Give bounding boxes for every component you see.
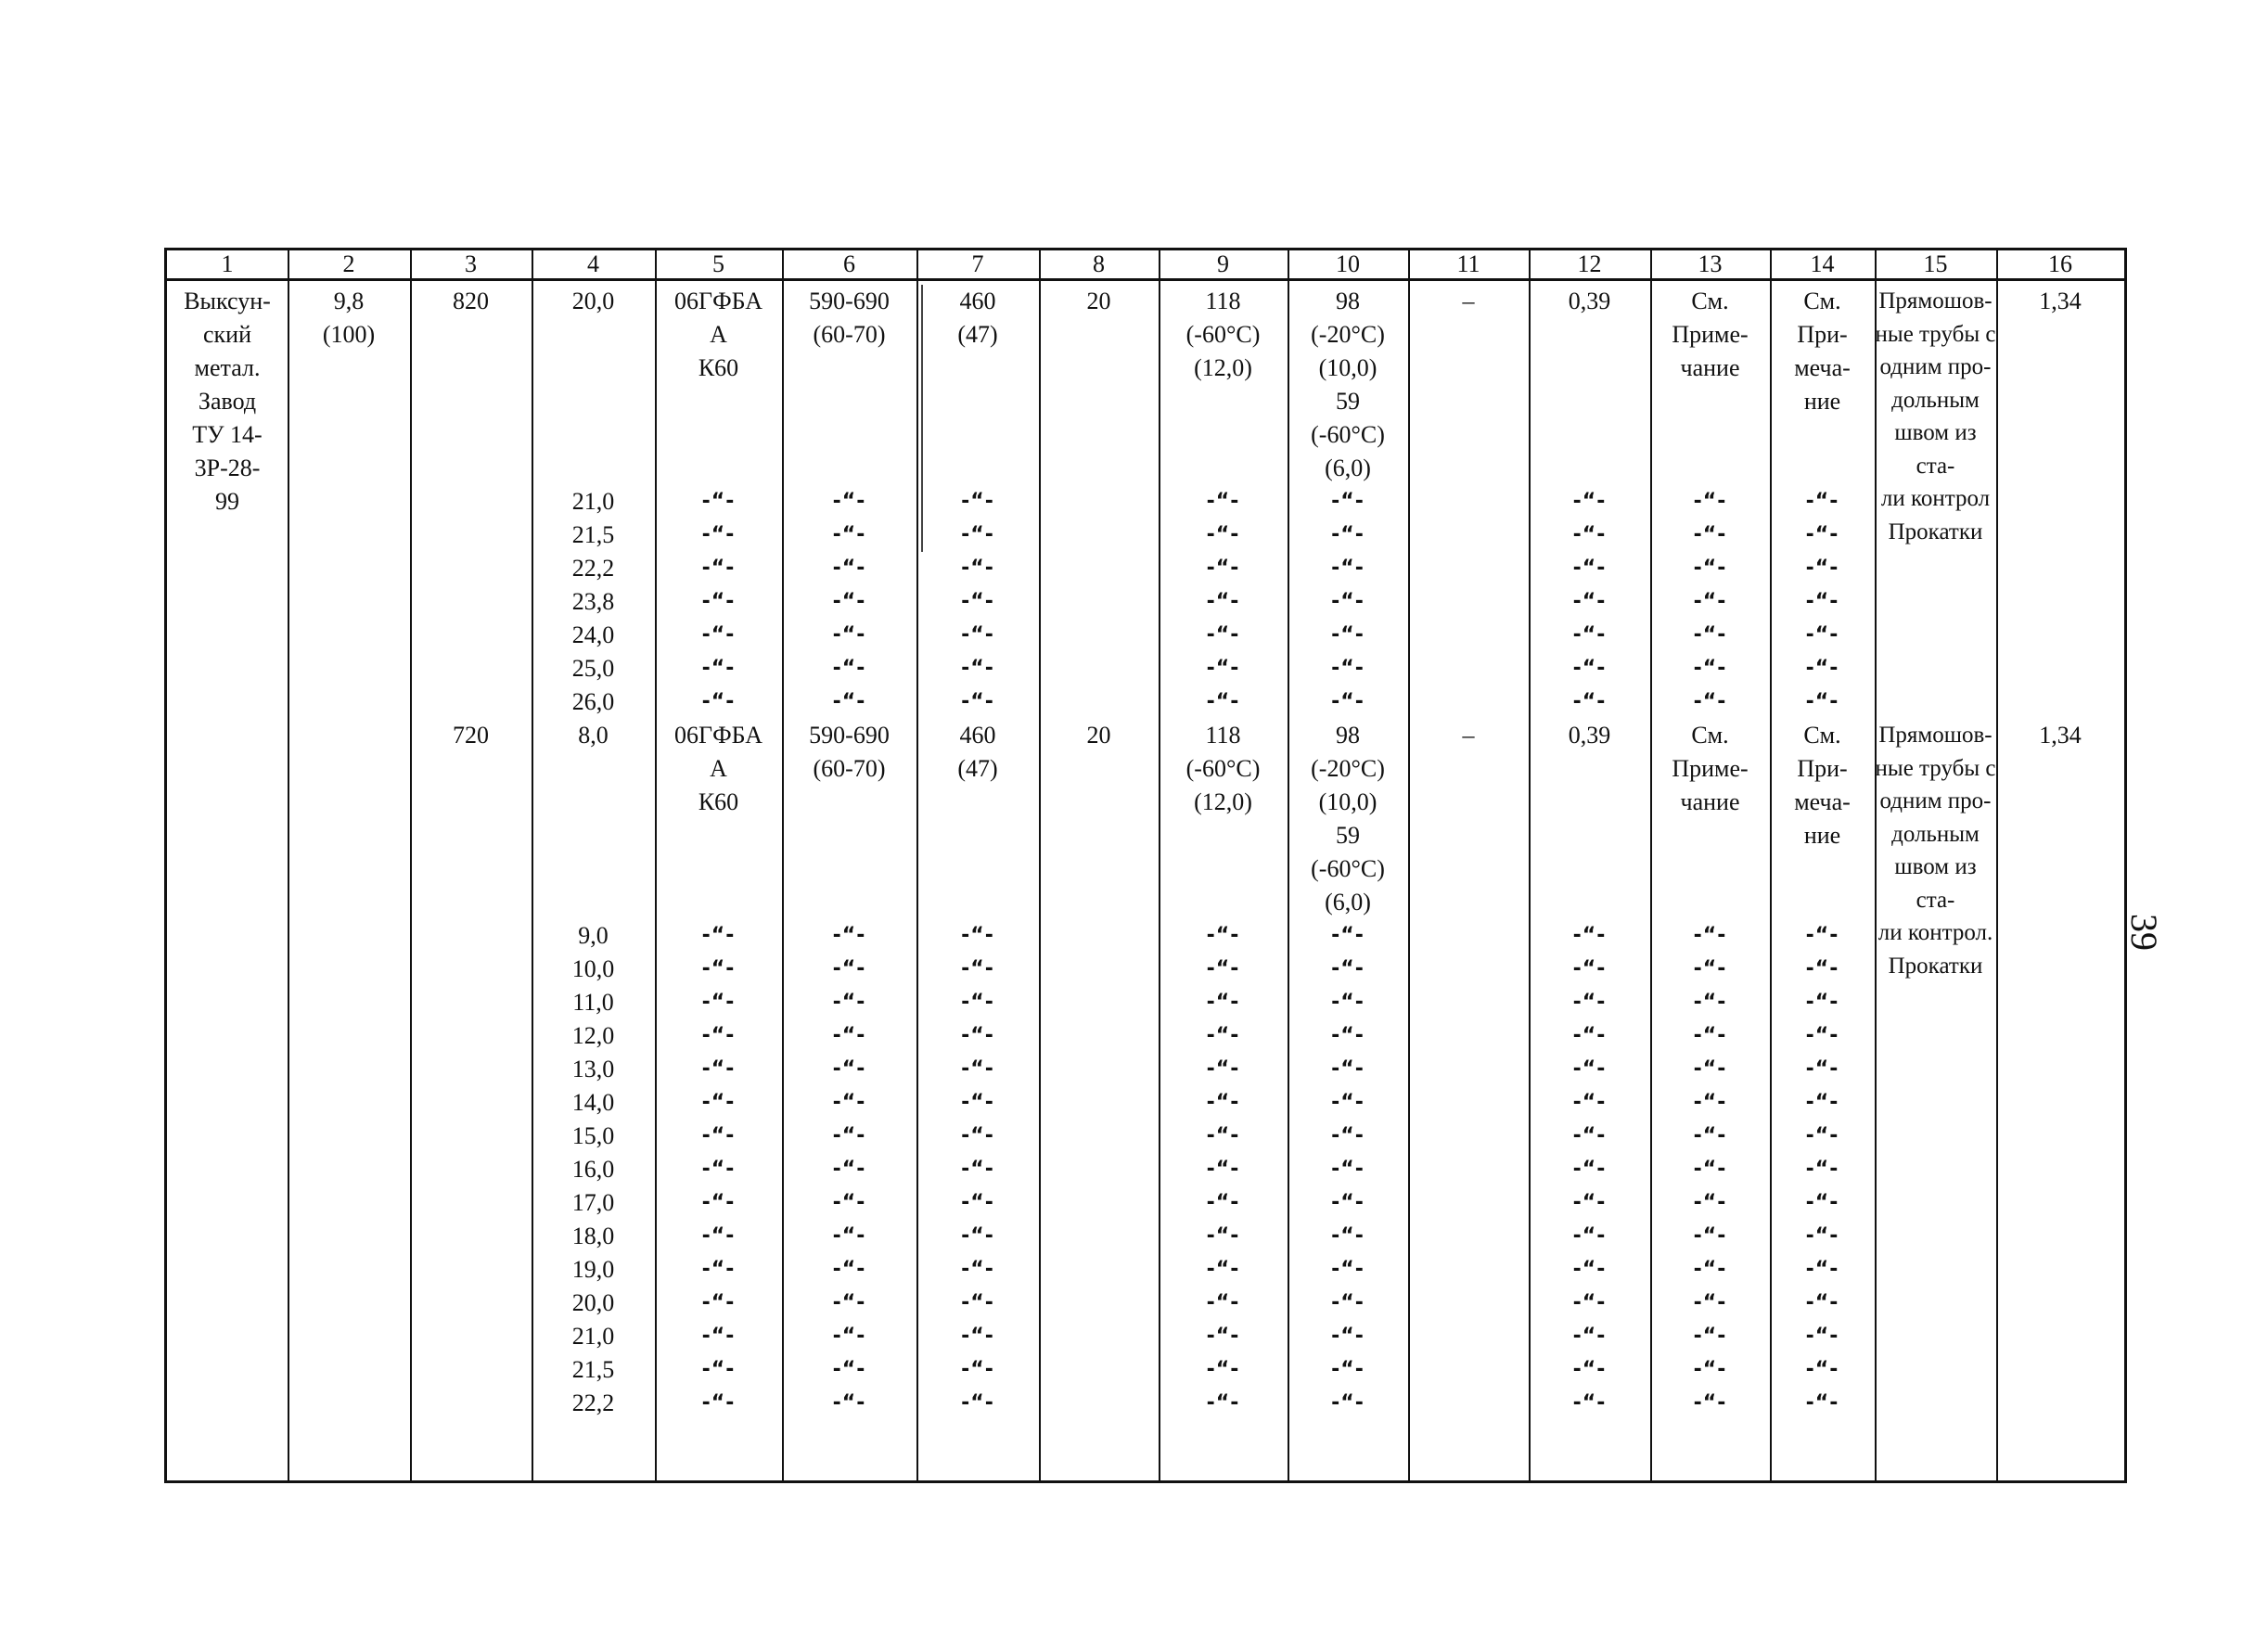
ditto-mark-cell: -“- (701, 590, 736, 613)
ditto-mark-cell: -“- (832, 1325, 866, 1348)
ditto-mark-cell: -“- (701, 1291, 736, 1314)
ditto-mark-cell: -“- (1572, 1158, 1607, 1181)
ditto-mark-cell: -“- (1805, 1124, 1839, 1147)
ditto-mark-cell: -“- (961, 1291, 994, 1314)
wall-thickness-cell: 13,0 (571, 1056, 615, 1082)
ditto-mark-cell: -“- (1805, 1391, 1839, 1415)
ditto-mark-cell: -“- (1206, 991, 1240, 1014)
ditto-mark-cell: -“- (961, 1158, 994, 1181)
column-header-12: 12 (1577, 250, 1602, 277)
column-13-note-cell: См. Приме- чание (1672, 288, 1749, 381)
ditto-mark-cell: -“- (832, 1024, 866, 1047)
column-header-2: 2 (342, 250, 355, 277)
ditto-mark-cell: -“- (1331, 1191, 1365, 1214)
column-header-1: 1 (221, 250, 234, 277)
ditto-mark-cell: -“- (961, 924, 994, 947)
ditto-mark-cell: -“- (701, 1258, 736, 1281)
ditto-mark-cell: -“- (1693, 1358, 1727, 1381)
ditto-mark-cell: -“- (832, 623, 866, 647)
ditto-mark-cell: -“- (832, 1358, 866, 1381)
ditto-mark-cell: -“- (961, 1057, 994, 1081)
ditto-mark-cell: -“- (1693, 623, 1727, 647)
column-header-3: 3 (465, 250, 477, 277)
ditto-mark-cell: -“- (832, 1057, 866, 1081)
column-12-cell: 0,39 (1568, 722, 1611, 749)
description-cell: Прямошов- ные трубы с одним про- дольным швом из ста- ли контрол Прокатки (1875, 288, 1996, 544)
ditto-mark-cell: -“- (1206, 490, 1240, 513)
column-header-5: 5 (712, 250, 724, 277)
ditto-mark-cell: -“- (1206, 1057, 1240, 1081)
ditto-mark-cell: -“- (1572, 1091, 1607, 1114)
ditto-mark-cell: -“- (1693, 924, 1727, 947)
wall-thickness-cell: 12,0 (571, 1022, 615, 1049)
ditto-mark-cell: -“- (1206, 1024, 1240, 1047)
ditto-mark-cell: -“- (1572, 1024, 1607, 1047)
ditto-mark-cell: -“- (1331, 1224, 1365, 1248)
ditto-mark-cell: -“- (1572, 590, 1607, 613)
ditto-mark-cell: -“- (1331, 1057, 1365, 1081)
ditto-mark-cell: -“- (832, 1158, 866, 1181)
elongation-cell: 20 (1086, 722, 1111, 749)
ditto-mark-cell: -“- (961, 1024, 994, 1047)
ditto-mark-cell: -“- (1206, 957, 1240, 980)
ditto-mark-cell: -“- (832, 523, 866, 546)
column-16-cell: 1,34 (2039, 288, 2082, 314)
ditto-mark-cell: -“- (1805, 557, 1839, 580)
ditto-mark-cell: -“- (961, 1091, 994, 1114)
ditto-mark-cell: -“- (701, 991, 736, 1014)
ditto-mark-cell: -“- (1331, 590, 1365, 613)
column-header-6: 6 (843, 250, 855, 277)
ditto-mark-cell: -“- (961, 557, 994, 580)
ditto-mark-cell: -“- (1572, 690, 1607, 713)
ditto-mark-cell: -“- (1572, 557, 1607, 580)
ditto-mark-cell: -“- (1206, 523, 1240, 546)
column-11-cell: – (1462, 722, 1475, 749)
ditto-mark-cell: -“- (961, 690, 994, 713)
ditto-mark-cell: -“- (1572, 490, 1607, 513)
ditto-mark-cell: -“- (832, 590, 866, 613)
ditto-mark-cell: -“- (1693, 557, 1727, 580)
ditto-mark-cell: -“- (701, 1358, 736, 1381)
ditto-mark-cell: -“- (1693, 1291, 1727, 1314)
ditto-mark-cell: -“- (1331, 1091, 1365, 1114)
ditto-mark-cell: -“- (701, 957, 736, 980)
ditto-mark-cell: -“- (1206, 1291, 1240, 1314)
column-header-4: 4 (587, 250, 599, 277)
ditto-mark-cell: -“- (701, 657, 736, 680)
ditto-mark-cell: -“- (1693, 523, 1727, 546)
wall-thickness-cell: 20,0 (571, 1289, 615, 1316)
ditto-mark-cell: -“- (1805, 1325, 1839, 1348)
plant-name-cell: Выксун- ский метал. Завод ТУ 14- 3Р-28- 99 (184, 288, 271, 515)
column-header-9: 9 (1217, 250, 1229, 277)
ditto-mark-cell: -“- (1331, 1024, 1365, 1047)
ditto-mark-cell: -“- (701, 1091, 736, 1114)
ditto-mark-cell: -“- (961, 1191, 994, 1214)
column-header-10: 10 (1336, 250, 1360, 277)
wall-thickness-cell: 25,0 (571, 655, 615, 682)
ditto-mark-cell: -“- (961, 523, 994, 546)
wall-thickness-cell: 20,0 (571, 288, 615, 314)
ditto-mark-cell: -“- (1331, 1325, 1365, 1348)
ditto-mark-cell: -“- (1693, 1158, 1727, 1181)
ditto-mark-cell: -“- (1693, 1124, 1727, 1147)
ditto-mark-cell: -“- (1805, 523, 1839, 546)
ditto-mark-cell: -“- (1805, 1024, 1839, 1047)
ditto-mark-cell: -“- (1331, 991, 1365, 1014)
ditto-mark-cell: -“- (1805, 1057, 1839, 1081)
ditto-mark-cell: -“- (701, 523, 736, 546)
wall-thickness-cell: 15,0 (571, 1122, 615, 1149)
ditto-mark-cell: -“- (832, 690, 866, 713)
ditto-mark-cell: -“- (1693, 1191, 1727, 1214)
wall-thickness-cell: 21,0 (571, 1323, 615, 1350)
ditto-mark-cell: -“- (1206, 1358, 1240, 1381)
yield-strength-cell: 460 (47) (957, 288, 998, 348)
description-cell: Прямошов- ные трубы с одним про- дольным швом из ста- ли контрол. Прокатки (1875, 723, 1996, 979)
ditto-mark-cell: -“- (1572, 1358, 1607, 1381)
ditto-mark-cell: -“- (1805, 1258, 1839, 1281)
wall-thickness-cell: 8,0 (578, 722, 609, 749)
ditto-mark-cell: -“- (1572, 1124, 1607, 1147)
ditto-mark-cell: -“- (961, 590, 994, 613)
ditto-mark-cell: -“- (961, 991, 994, 1014)
ditto-mark-cell: -“- (1805, 1224, 1839, 1248)
impact-pipe-cell: 118 (-60°C) (12,0) (1185, 722, 1261, 815)
ditto-mark-cell: -“- (1805, 690, 1839, 713)
ditto-mark-cell: -“- (701, 1224, 736, 1248)
ditto-mark-cell: -“- (832, 490, 866, 513)
ditto-mark-cell: -“- (1572, 1325, 1607, 1348)
ditto-mark-cell: -“- (961, 1325, 994, 1348)
ditto-mark-cell: -“- (1805, 991, 1839, 1014)
ditto-mark-cell: -“- (961, 957, 994, 980)
column-divider (288, 248, 289, 1480)
ditto-mark-cell: -“- (1331, 690, 1365, 713)
ditto-mark-cell: -“- (1693, 957, 1727, 980)
ditto-mark-cell: -“- (1206, 557, 1240, 580)
ditto-mark-cell: -“- (1572, 1291, 1607, 1314)
ditto-mark-cell: -“- (1206, 590, 1240, 613)
ditto-mark-cell: -“- (701, 1158, 736, 1181)
steel-grade-cell: 06ГФБА А К60 (674, 288, 762, 381)
table-header-row (167, 248, 2124, 281)
impact-pipe-cell: 118 (-60°C) (12,0) (1185, 288, 1261, 381)
ditto-mark-cell: -“- (701, 490, 736, 513)
column-header-8: 8 (1093, 250, 1105, 277)
column-11-cell: – (1462, 288, 1475, 314)
column-header-11: 11 (1456, 250, 1480, 277)
column-header-14: 14 (1810, 250, 1835, 277)
ditto-mark-cell: -“- (1206, 1224, 1240, 1248)
wall-thickness-cell: 16,0 (571, 1156, 615, 1183)
wall-thickness-cell: 23,8 (571, 588, 615, 615)
wall-thickness-cell: 17,0 (571, 1189, 615, 1216)
ditto-mark-cell: -“- (961, 623, 994, 647)
elongation-cell: 20 (1086, 288, 1111, 314)
ditto-mark-cell: -“- (1331, 957, 1365, 980)
wall-thickness-cell: 18,0 (571, 1223, 615, 1249)
ditto-mark-cell: -“- (1693, 1258, 1727, 1281)
ditto-mark-cell: -“- (1206, 1391, 1240, 1415)
steel-grade-cell: 06ГФБА А К60 (674, 722, 762, 815)
ditto-mark-cell: -“- (1331, 657, 1365, 680)
ditto-mark-cell: -“- (1805, 657, 1839, 680)
ditto-mark-cell: -“- (961, 1258, 994, 1281)
ditto-mark-cell: -“- (1331, 523, 1365, 546)
wall-thickness-cell: 14,0 (571, 1089, 615, 1116)
spec-table (164, 248, 2127, 1483)
ditto-mark-cell: -“- (701, 557, 736, 580)
ditto-mark-cell: -“- (701, 1024, 736, 1047)
ditto-mark-cell: -“- (1805, 924, 1839, 947)
ditto-mark-cell: -“- (701, 1057, 736, 1081)
wall-thickness-cell: 24,0 (571, 621, 615, 648)
ditto-mark-cell: -“- (1572, 1191, 1607, 1214)
column-divider (410, 248, 412, 1480)
column-12-cell: 0,39 (1568, 288, 1611, 314)
ditto-mark-cell: -“- (1206, 924, 1240, 947)
wall-thickness-cell: 21,5 (571, 521, 615, 548)
ditto-mark-cell: -“- (1805, 1358, 1839, 1381)
column-header-7: 7 (971, 250, 984, 277)
ditto-mark-cell: -“- (832, 1191, 866, 1214)
ditto-mark-cell: -“- (1693, 1057, 1727, 1081)
column-header-16: 16 (2048, 250, 2072, 277)
wall-thickness-cell: 11,0 (572, 989, 614, 1016)
ditto-mark-cell: -“- (1693, 1091, 1727, 1114)
page-number: 39 (2123, 914, 2165, 951)
ditto-mark-cell: -“- (1693, 1224, 1727, 1248)
ditto-mark-cell: -“- (832, 1224, 866, 1248)
ditto-mark-cell: -“- (701, 924, 736, 947)
ditto-mark-cell: -“- (1206, 690, 1240, 713)
ditto-mark-cell: -“- (1805, 490, 1839, 513)
ditto-mark-cell: -“- (1805, 590, 1839, 613)
ditto-mark-cell: -“- (1206, 1325, 1240, 1348)
ditto-mark-cell: -“- (1693, 657, 1727, 680)
scan-line-fragment (921, 285, 923, 552)
column-header-15: 15 (1923, 250, 1948, 277)
impact-weld-cell: 98 (-20°C) (10,0) 59 (-60°C) (6,0) (1311, 722, 1385, 916)
column-header-13: 13 (1698, 250, 1723, 277)
wall-thickness-cell: 22,2 (571, 1389, 615, 1416)
ditto-mark-cell: -“- (1331, 924, 1365, 947)
column-divider (1996, 248, 1998, 1480)
ditto-mark-cell: -“- (1693, 690, 1727, 713)
ditto-mark-cell: -“- (832, 1091, 866, 1114)
wall-thickness-cell: 21,0 (571, 488, 615, 515)
ditto-mark-cell: -“- (701, 1325, 736, 1348)
ditto-mark-cell: -“- (1331, 490, 1365, 513)
ditto-mark-cell: -“- (832, 1391, 866, 1415)
tensile-strength-cell: 590-690 (60-70) (809, 288, 890, 348)
ditto-mark-cell: -“- (832, 557, 866, 580)
ditto-mark-cell: -“- (961, 657, 994, 680)
ditto-mark-cell: -“- (1206, 1258, 1240, 1281)
ditto-mark-cell: -“- (961, 1124, 994, 1147)
ditto-mark-cell: -“- (1693, 1391, 1727, 1415)
ditto-mark-cell: -“- (1693, 1024, 1727, 1047)
ditto-mark-cell: -“- (1572, 523, 1607, 546)
ditto-mark-cell: -“- (1693, 1325, 1727, 1348)
ditto-mark-cell: -“- (701, 1391, 736, 1415)
ditto-mark-cell: -“- (1572, 957, 1607, 980)
ditto-mark-cell: -“- (1331, 1158, 1365, 1181)
ditto-mark-cell: -“- (1206, 1124, 1240, 1147)
ditto-mark-cell: -“- (832, 957, 866, 980)
ditto-mark-cell: -“- (1331, 1258, 1365, 1281)
ditto-mark-cell: -“- (701, 690, 736, 713)
ditto-mark-cell: -“- (701, 623, 736, 647)
ditto-mark-cell: -“- (832, 924, 866, 947)
ditto-mark-cell: -“- (1206, 1158, 1240, 1181)
wall-thickness-cell: 22,2 (571, 555, 615, 582)
ditto-mark-cell: -“- (701, 1191, 736, 1214)
ditto-mark-cell: -“- (1572, 1258, 1607, 1281)
ditto-mark-cell: -“- (1331, 1124, 1365, 1147)
ditto-mark-cell: -“- (1805, 623, 1839, 647)
working-pressure-cell: 9,8 (100) (322, 288, 376, 348)
ditto-mark-cell: -“- (1572, 1391, 1607, 1415)
column-13-note-cell: См. Приме- чание (1672, 722, 1749, 815)
ditto-mark-cell: -“- (832, 1124, 866, 1147)
ditto-mark-cell: -“- (1331, 1391, 1365, 1415)
impact-weld-cell: 98 (-20°C) (10,0) 59 (-60°C) (6,0) (1311, 288, 1385, 481)
ditto-mark-cell: -“- (1206, 657, 1240, 680)
ditto-mark-cell: -“- (1572, 991, 1607, 1014)
ditto-mark-cell: -“- (1572, 623, 1607, 647)
ditto-mark-cell: -“- (1206, 1191, 1240, 1214)
column-divider (1408, 248, 1410, 1480)
ditto-mark-cell: -“- (1805, 1291, 1839, 1314)
ditto-mark-cell: -“- (1331, 623, 1365, 647)
yield-strength-cell: 460 (47) (957, 722, 998, 782)
ditto-mark-cell: -“- (961, 1391, 994, 1415)
ditto-mark-cell: -“- (1805, 1091, 1839, 1114)
column-14-note-cell: См. При- меча- ние (1794, 722, 1851, 849)
ditto-mark-cell: -“- (961, 490, 994, 513)
ditto-mark-cell: -“- (832, 1258, 866, 1281)
column-divider (1039, 248, 1041, 1480)
wall-thickness-cell: 21,5 (571, 1356, 615, 1383)
ditto-mark-cell: -“- (1805, 957, 1839, 980)
column-14-note-cell: См. При- меча- ние (1794, 288, 1851, 415)
wall-thickness-cell: 10,0 (571, 955, 615, 982)
tensile-strength-cell: 590-690 (60-70) (809, 722, 890, 782)
ditto-mark-cell: -“- (1693, 590, 1727, 613)
ditto-mark-cell: -“- (961, 1358, 994, 1381)
ditto-mark-cell: -“- (832, 991, 866, 1014)
ditto-mark-cell: -“- (1805, 1158, 1839, 1181)
ditto-mark-cell: -“- (1572, 657, 1607, 680)
ditto-mark-cell: -“- (1331, 1358, 1365, 1381)
column-16-cell: 1,34 (2039, 722, 2082, 749)
ditto-mark-cell: -“- (1572, 1057, 1607, 1081)
wall-thickness-cell: 9,0 (578, 922, 609, 949)
ditto-mark-cell: -“- (1331, 1291, 1365, 1314)
ditto-mark-cell: -“- (1693, 991, 1727, 1014)
diameter-cell: 820 (453, 288, 489, 314)
ditto-mark-cell: -“- (1206, 623, 1240, 647)
wall-thickness-cell: 26,0 (571, 688, 615, 715)
ditto-mark-cell: -“- (701, 1124, 736, 1147)
ditto-mark-cell: -“- (1572, 1224, 1607, 1248)
ditto-mark-cell: -“- (961, 1224, 994, 1248)
ditto-mark-cell: -“- (832, 1291, 866, 1314)
ditto-mark-cell: -“- (832, 657, 866, 680)
wall-thickness-cell: 19,0 (571, 1256, 615, 1283)
ditto-mark-cell: -“- (1572, 924, 1607, 947)
ditto-mark-cell: -“- (1693, 490, 1727, 513)
ditto-mark-cell: -“- (1805, 1191, 1839, 1214)
ditto-mark-cell: -“- (1331, 557, 1365, 580)
diameter-cell: 720 (453, 722, 489, 749)
ditto-mark-cell: -“- (1206, 1091, 1240, 1114)
